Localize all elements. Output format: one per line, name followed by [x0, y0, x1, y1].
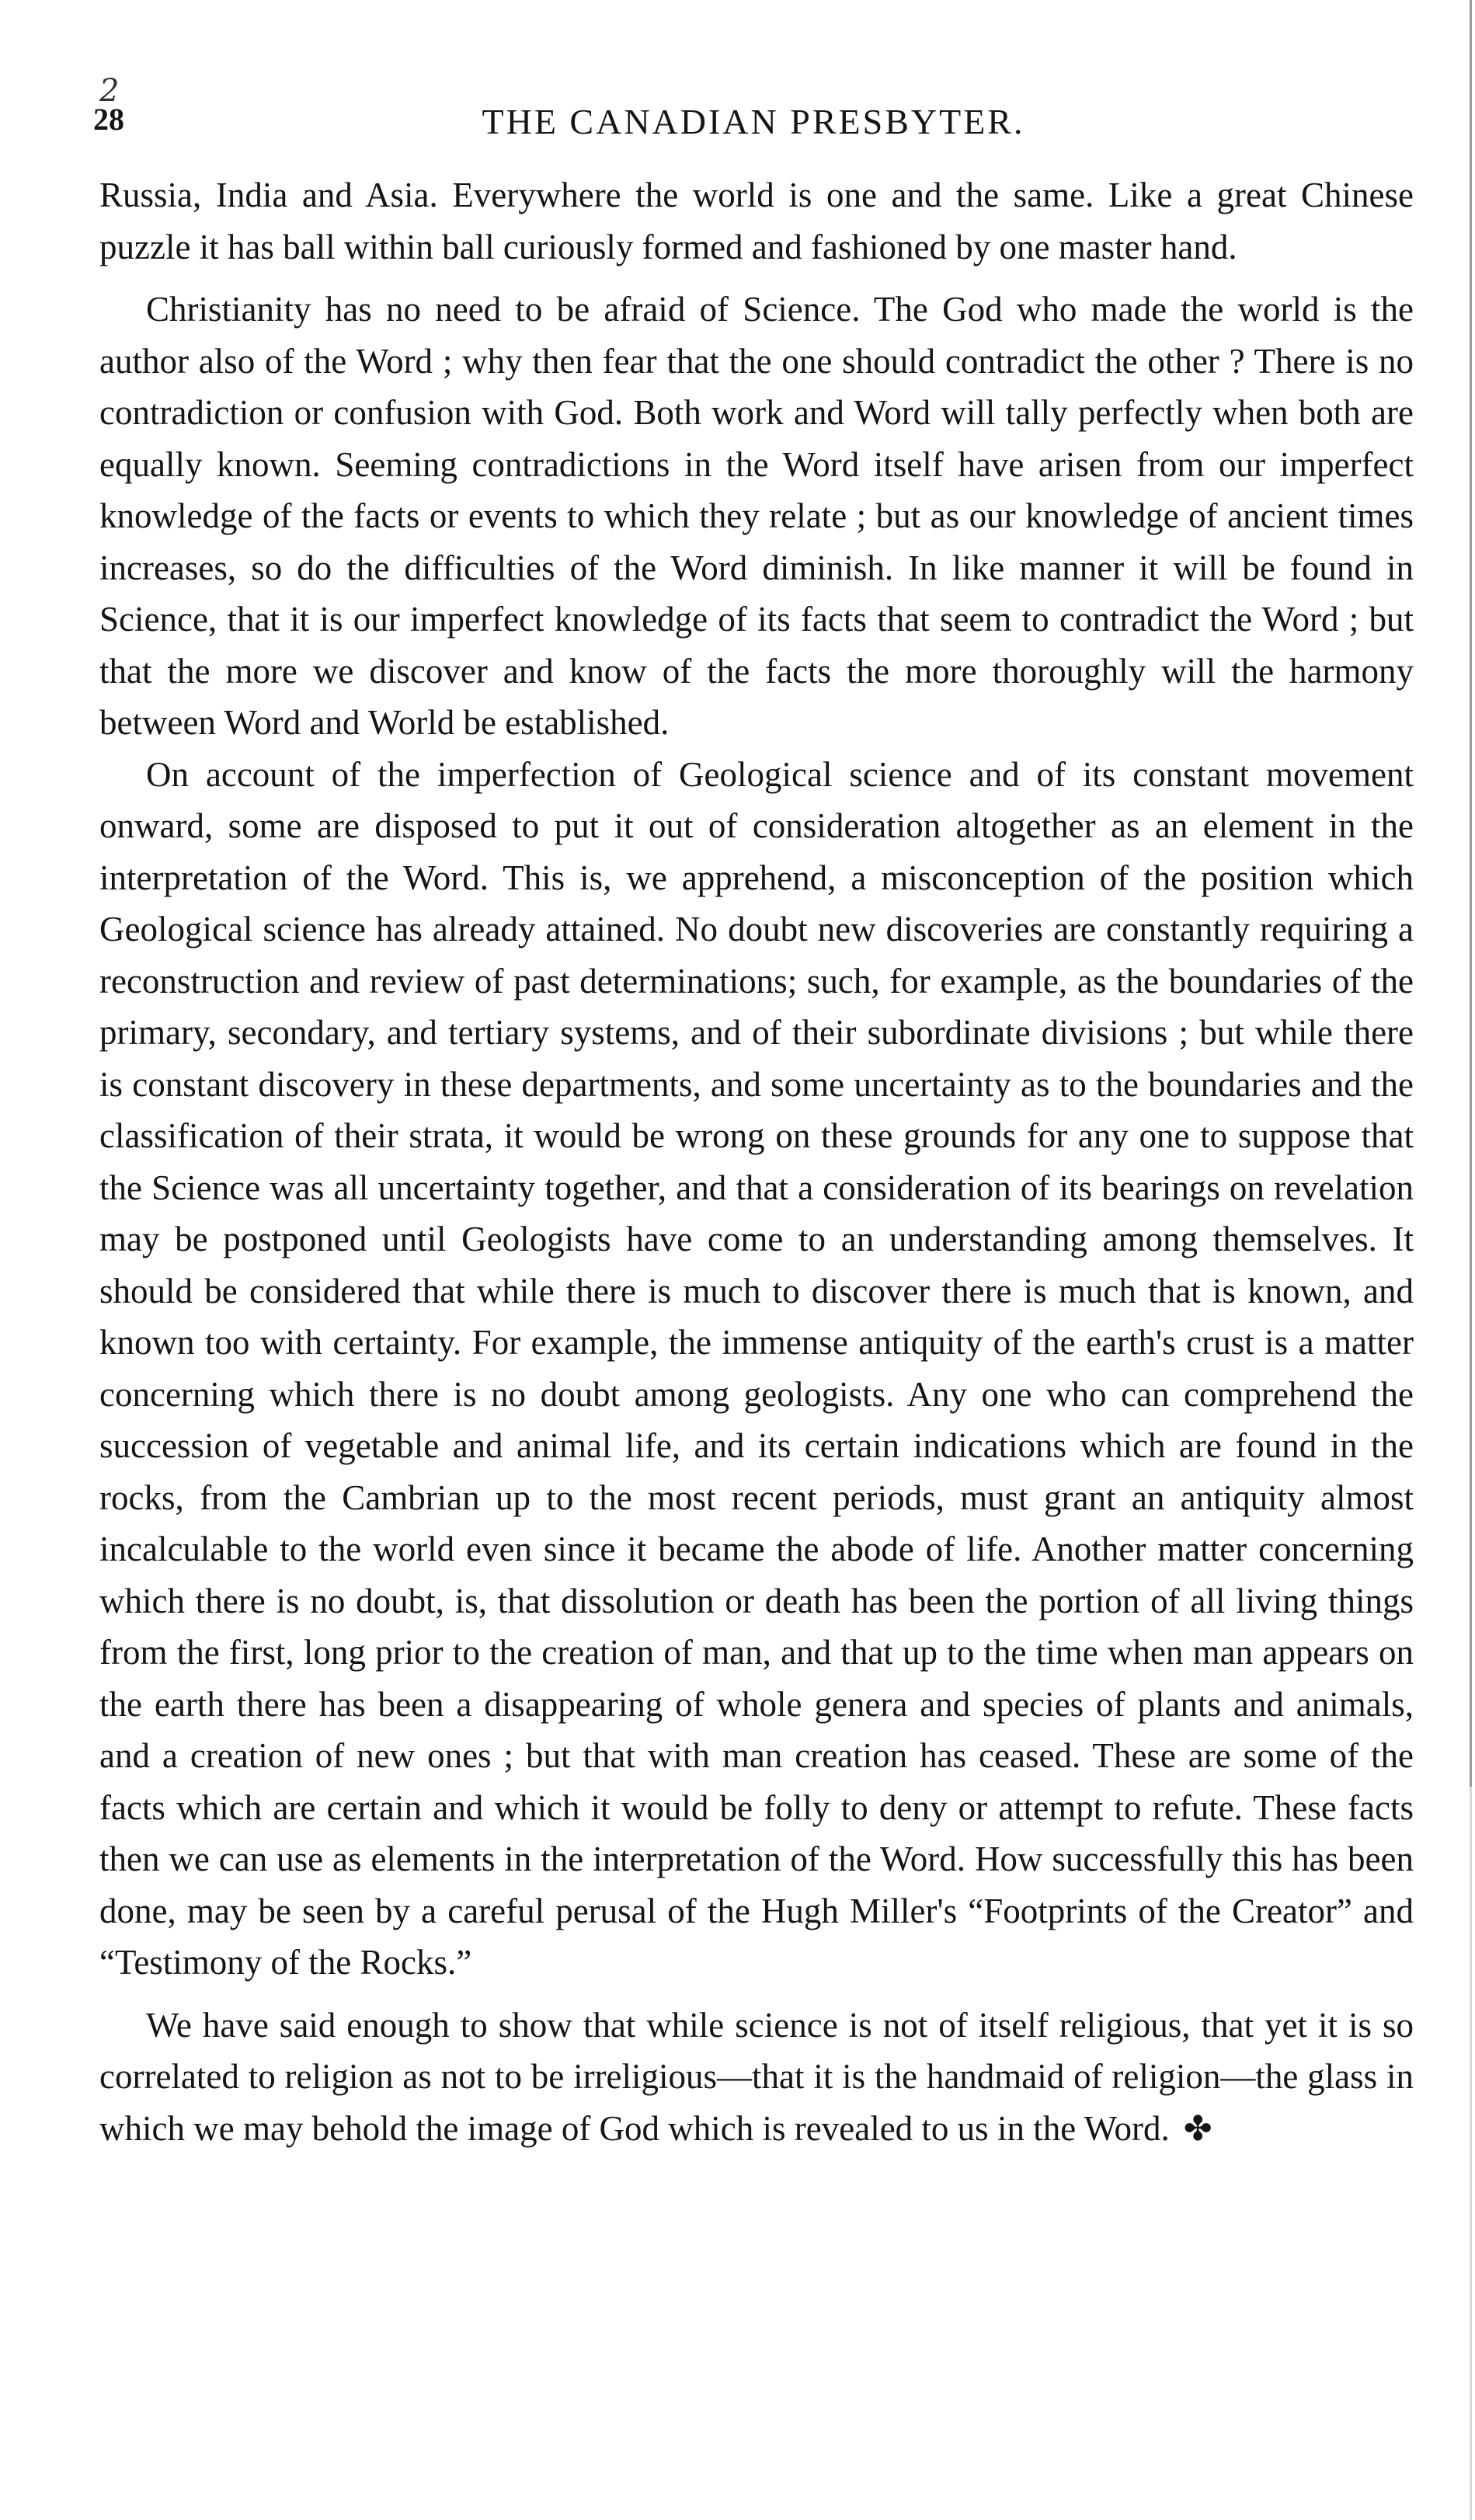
handwritten-annotation: 2 [99, 73, 120, 109]
paragraph-conclusion-text: We have said enough to show that while science is not of itself religious, that yet it is so correlated to religion as not to be irreligious—that it is the handmaid of religion—the glass in which we may behold the image of God which is revealed to us in the Word. [99, 2005, 1414, 2148]
running-title: THE CANADIAN PRESBYTER. [482, 102, 1025, 141]
paragraph-conclusion [99, 2000, 1414, 2156]
page-number: 28 [93, 102, 124, 137]
paragraph-geological-science: On account of the imperfection of Geological science and of its constant movement onward, some are disposed to put it out of consideration altogether as an element in the interpretation of the Word. This is, we apprehend, a misconception of the position which Geological science has already attained. No doubt new discoveries are constantly requiring a reconstruction and review of past determinations; such, for example, as the boundaries of the primary, secondary, and tertiary systems, and of their subordinate divisions ; but while there is constant discovery in these departments, and some uncertainty as to the boundaries and the classification of their strata, it would be wrong on these grounds for any one to suppose that the Science was all uncertainty together, and that a consideration of its bearings on revelation may be postponed until Geologists have come to an understanding among themselves. It should be considered that while there is much to discover there is much that is known, and known too with certainty. For example, the immense antiquity of the earth's crust is a matter concerning which there is no doubt among geologists. Any one who can comprehend the succession of vegetable and animal life, and its certain indications which are found in the rocks, from the Cambrian up to the most recent periods, must grant an antiquity almost incalculable to the world even since it became the abode of life. Another matter concerning which there is no doubt, is, that dissolution or death has been the portion of all living things from the first, long prior to the creation of man, and that up to the time when man appears on the earth there has been a disappearing of whole genera and species of plants and animals, and a creation of new ones ; but that with man creation has ceased. These are some of the facts which are certain and which it would be folly to deny or attempt to refute. These facts then we can use as elements in the interpretation of the Word. How successfully this has been done, may be seen by a careful perusal of the Hugh Miller's “Footprints of the Creator” and “Testimony of the Rocks.” [99, 754, 1414, 1982]
page-header [93, 73, 1414, 141]
paragraph-christianity-and-science: Christianity has no need to be afraid of Science. The God who made the world is the author also of the Word ; why then fear that the one should contradict the other ? There is no contradiction or confusion with God. Both work and Word will tally perfectly when both are equally known. Seeming contradictions in the Word itself have arisen from our imperfect knowledge of the facts or events to which they relate ; but as our knowledge of ancient times increases, so do the difficulties of the Word diminish. In like manner it will be found in Science, that it is our imperfect knowledge of its facts that seem to contradict the Word ; but that the more we discover and know of the facts the more thoroughly will the harmony between Word and World be established. [99, 290, 1414, 742]
article-body [99, 169, 1414, 2155]
scan-edge-line-lower [1470, 1787, 1472, 2520]
end-mark-icon: ✤ [1183, 2108, 1212, 2149]
paragraph-continuation: Russia, India and Asia. Everywhere the world is one and the same. Like a great Chinese puzzle it has ball within ball curiously formed and fashioned by one master hand. [99, 176, 1414, 266]
scan-edge-line [1470, 0, 1472, 1787]
